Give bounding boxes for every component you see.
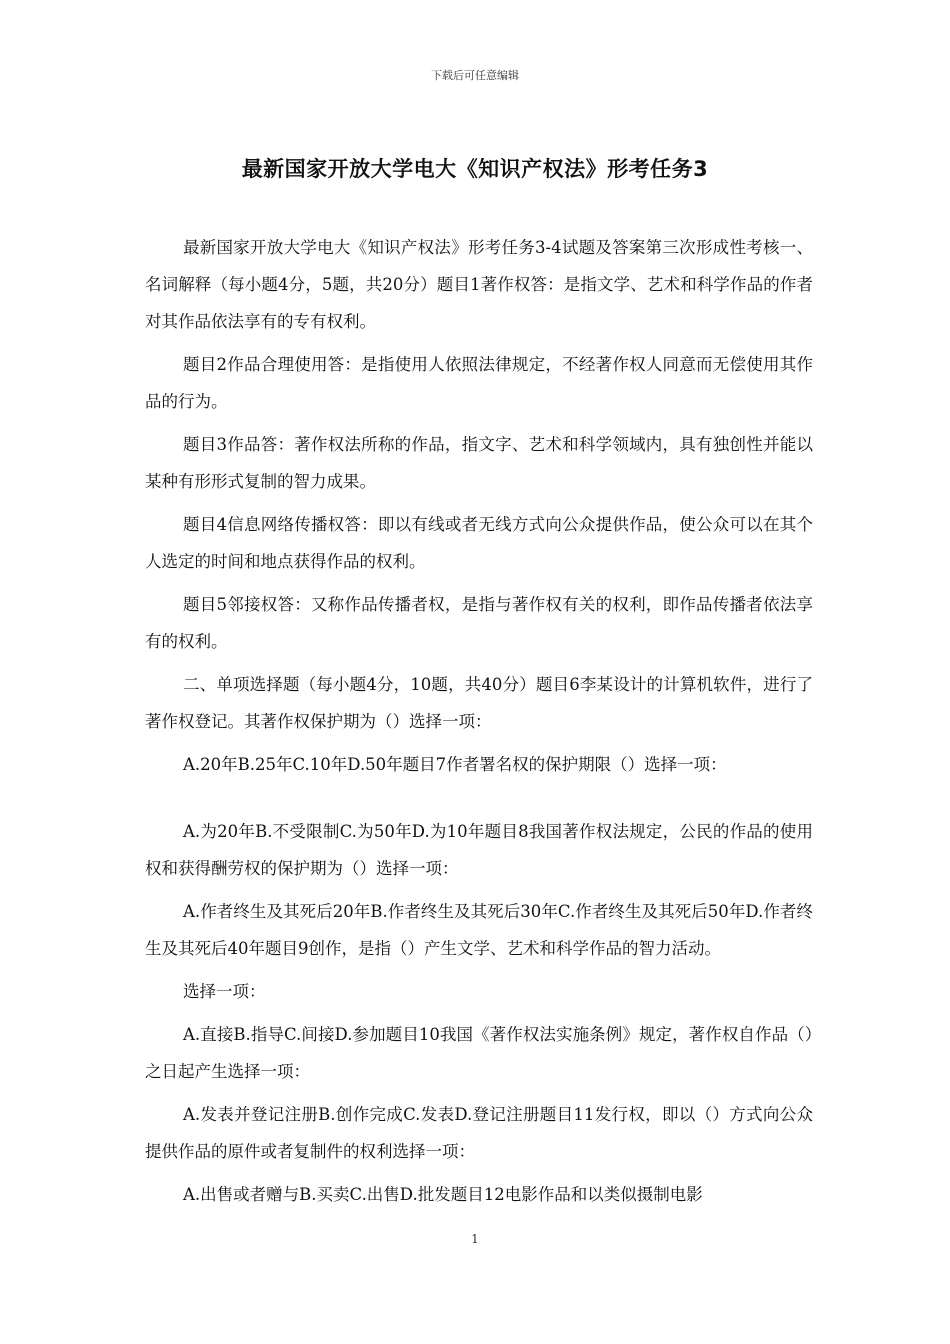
paragraph: 题目5邻接权答：又称作品传播者权，是指与著作权有关的权利，即作品传播者依法享有的权利。 [145,595,813,651]
document-title: 最新国家开放大学电大《知识产权法》形考任务3 [241,157,709,181]
paragraph: 题目4信息网络传播权答：即以有线或者无线方式向公众提供作品，使公众可以在其个人选定的时间和地点获得作品的权利。 [145,515,813,571]
paragraph: 二、单项选择题（每小题4分，10题，共40分）题目6李某设计的计算机软件，进行了著作权登记。其著作权保护期为（）选择一项： [145,675,813,731]
page-number: 1 [471,1232,479,1246]
paragraph: 题目3作品答：著作权法所称的作品，指文字、艺术和科学领域内，具有独创性并能以某种有形形式复制的智力成果。 [145,435,813,491]
paragraph: A.为20年B.不受限制C.为50年D.为10年题目8我国著作权法规定，公民的作品的使用权和获得酬劳权的保护期为（）选择一项： [145,822,813,878]
paragraph: A.发表并登记注册B.创作完成C.发表D.登记注册题目11发行权，即以（）方式向公众提供作品的原件或者复制件的权利选择一项： [145,1105,813,1161]
paragraph: 选择一项： [183,982,266,1001]
paragraph: A.作者终生及其死后20年B.作者终生及其死后30年C.作者终生及其死后50年D.作者终生及其死后40年题目9创作，是指（）产生文学、艺术和科学作品的智力活动。 [145,902,813,958]
paragraph: A.出售或者赠与B.买卖C.出售D.批发题目12电影作品和以类似摄制电影 [183,1185,703,1204]
paragraph: 题目2作品合理使用答：是指使用人依照法律规定，不经著作权人同意而无偿使用其作品的行为。 [145,355,813,411]
header-note: 下载后可任意编辑 [431,69,519,82]
document-body [145,229,813,1219]
paragraph: 最新国家开放大学电大《知识产权法》形考任务3-4试题及答案第三次形成性考核一、名词解释（每小题4分，5题，共20分）题目1著作权答：是指文学、艺术和科学作品的作者对其作品依法享有的专有权利。 [145,238,813,331]
paragraph: A.直接B.指导C.间接D.参加题目10我国《著作权法实施条例》规定，著作权自作品（）之日起产生选择一项： [145,1025,813,1081]
paragraph: A.20年B.25年C.10年D.50年题目7作者署名权的保护期限（）选择一项： [183,755,727,774]
